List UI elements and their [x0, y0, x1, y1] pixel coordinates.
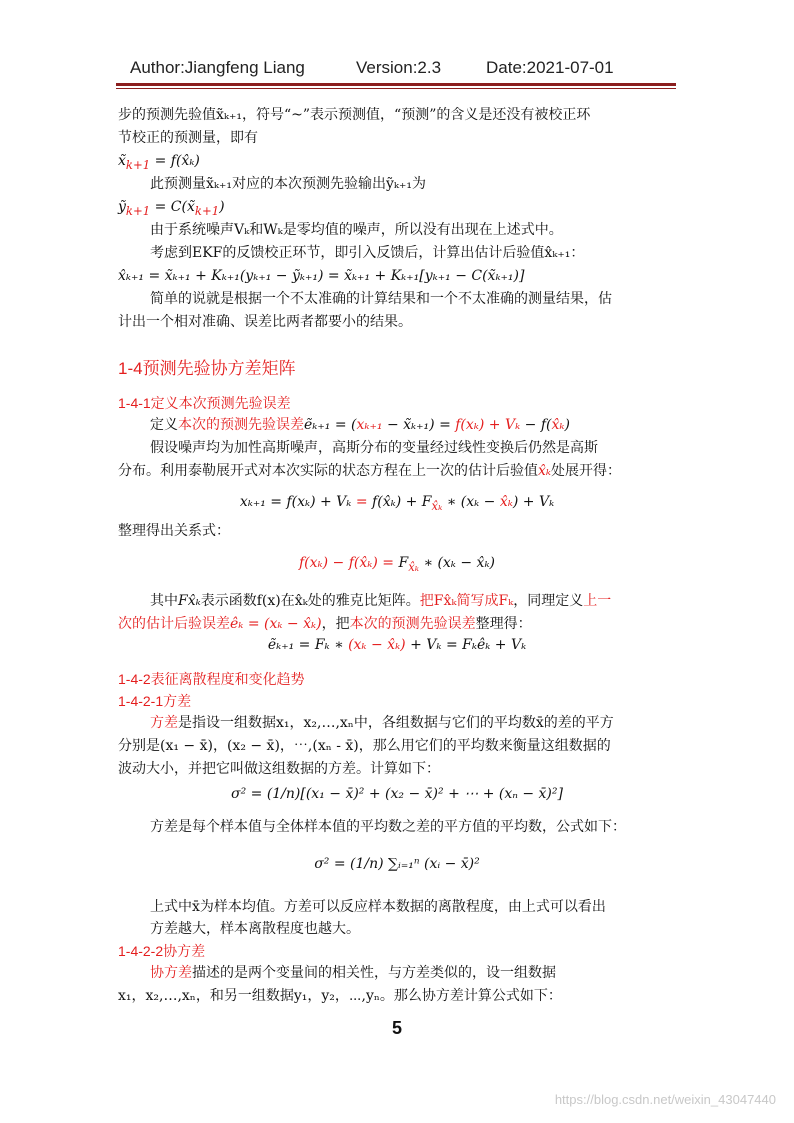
- header-rule-thin: [116, 88, 676, 89]
- body-line: 方差是指设一组数据x₁，x₂,…,xₙ中，各组数据与它们的平均数x̄的差的平方: [150, 715, 614, 731]
- equation-taylor: xₖ₊₁ = f(xₖ) + Vₖ = f(x̂ₖ) + $F_{x̂_k}$ ∗ (xₖ − x̂ₖ) + Vₖ: [239, 494, 555, 513]
- header-author: Author:Jiangfeng Liang: [130, 58, 305, 77]
- body-line: 方差越大，样本离散程度也越大。: [150, 921, 360, 937]
- body-line: 节校正的预测量，即有: [118, 130, 258, 146]
- body-line: 协方差描述的是两个变量间的相关性，与方差类似的，设一组数据: [150, 965, 556, 981]
- body-line: 分布。利用泰勒展开式对本次实际的状态方程在上一次的估计后验值x̂ₖ处展开得：: [118, 463, 622, 479]
- subsection-heading: 1-4-2-2协方差: [118, 943, 206, 959]
- body-line: 分别是(x₁ − x̄)，(x₂ − x̄)，⋯,(xₙ - x̄)，那么用它们的平均数来衡量这组数据的: [118, 738, 611, 754]
- body-line: 考虑到EKF的反馈校正环节，即引入反馈后，计算出估计后验值x̂ₖ₊₁：: [150, 245, 585, 261]
- body-line: 整理得出关系式：: [118, 523, 230, 539]
- equation-relation: f(xₖ) − f(x̂ₖ) = $F_{x̂_k}$ ∗ (xₖ − x̂ₖ): [298, 555, 496, 574]
- equation-predict-state: $x̃_{k+1}$ = f(x̂ₖ): [118, 153, 200, 172]
- body-line: 方差是每个样本值与全体样本值的平均数之差的平方值的平均数，公式如下：: [150, 819, 626, 835]
- equation-prior-error: ẽₖ₊₁ = Fₖ ∗ (xₖ − x̂ₖ) + Vₖ = Fₖêₖ + Vₖ: [267, 637, 527, 653]
- body-line: 波动大小，并把它叫做这组数据的方差。计算如下：: [118, 761, 440, 777]
- body-line: x₁，x₂,…,xₙ，和另一组数据y₁，y₂，⋯,yₙ。那么协方差计算公式如下：: [118, 988, 562, 1004]
- body-line: 由于系统噪声Vₖ和Wₖ是零均值的噪声，所以没有出现在上述式中。: [150, 222, 563, 238]
- body-line: 步的预测先验值x̃ₖ₊₁，符号“~”表示预测值，“预测”的含义是还没有被校正环: [118, 107, 591, 123]
- body-line: 简单的说就是根据一个不太准确的计算结果和一个不太准确的测量结果，估: [150, 291, 612, 307]
- header-version: Version:2.3: [356, 58, 442, 77]
- body-line: 定义本次的预测先验误差ẽₖ₊₁ = (xₖ₊₁ − x̃ₖ₊₁) = f(xₖ) + Vₖ − f(x̂ₖ): [150, 417, 570, 433]
- body-line: 计出一个相对准确、误差比两者都要小的结果。: [118, 314, 412, 330]
- equation-variance: σ² = (1/n)[(x₁ − x̄)² + (x₂ − x̄)² + ⋯ + (xₙ − x̄)²]: [231, 786, 563, 802]
- body-line: 次的估计后验误差êₖ = (xₖ − x̂ₖ)，把本次的预测先验误差整理得：: [118, 616, 532, 632]
- equation-posterior: x̂ₖ₊₁ = x̃ₖ₊₁ + Kₖ₊₁(yₖ₊₁ − ỹₖ₊₁) = x̃ₖ₊₁ + Kₖ₊₁[yₖ₊₁ − C(x̃ₖ₊₁)]: [118, 268, 525, 284]
- body-line: 其中Fx̂ₖ表示函数f(x)在x̂ₖ处的雅克比矩阵。把Fx̂ₖ简写成Fₖ，同理定义上一: [150, 593, 612, 609]
- equation-predict-output: ỹ$_{k+1}$ = $C(x̃_{k+1})$: [118, 199, 225, 218]
- body-line: 上式中x̄为样本均值。方差可以反应样本数据的离散程度，由上式可以看出: [150, 899, 606, 915]
- body-line: 此预测量x̃ₖ₊₁对应的本次预测先验输出ỹₖ₊₁为: [150, 176, 427, 192]
- header-date: Date:2021-07-01: [486, 58, 614, 77]
- subsection-heading: 1-4-1定义本次预测先验误差: [118, 395, 291, 411]
- body-line: 假设噪声均为加性高斯噪声，高斯分布的变量经过线性变换后仍然是高斯: [150, 440, 598, 456]
- subsection-heading: 1-4-2表征离散程度和变化趋势: [118, 671, 305, 687]
- header-rule-thick: [116, 83, 676, 86]
- equation-variance-sum: σ² = (1/n) ∑ᵢ₌₁ⁿ (xᵢ − x̄)²: [314, 856, 480, 872]
- section-heading: 1-4预测先验协方差矩阵: [118, 359, 296, 378]
- watermark: https://blog.csdn.net/weixin_43047440: [554, 1092, 776, 1107]
- subsection-heading: 1-4-2-1方差: [118, 693, 192, 709]
- page-number: 5: [391, 1018, 402, 1038]
